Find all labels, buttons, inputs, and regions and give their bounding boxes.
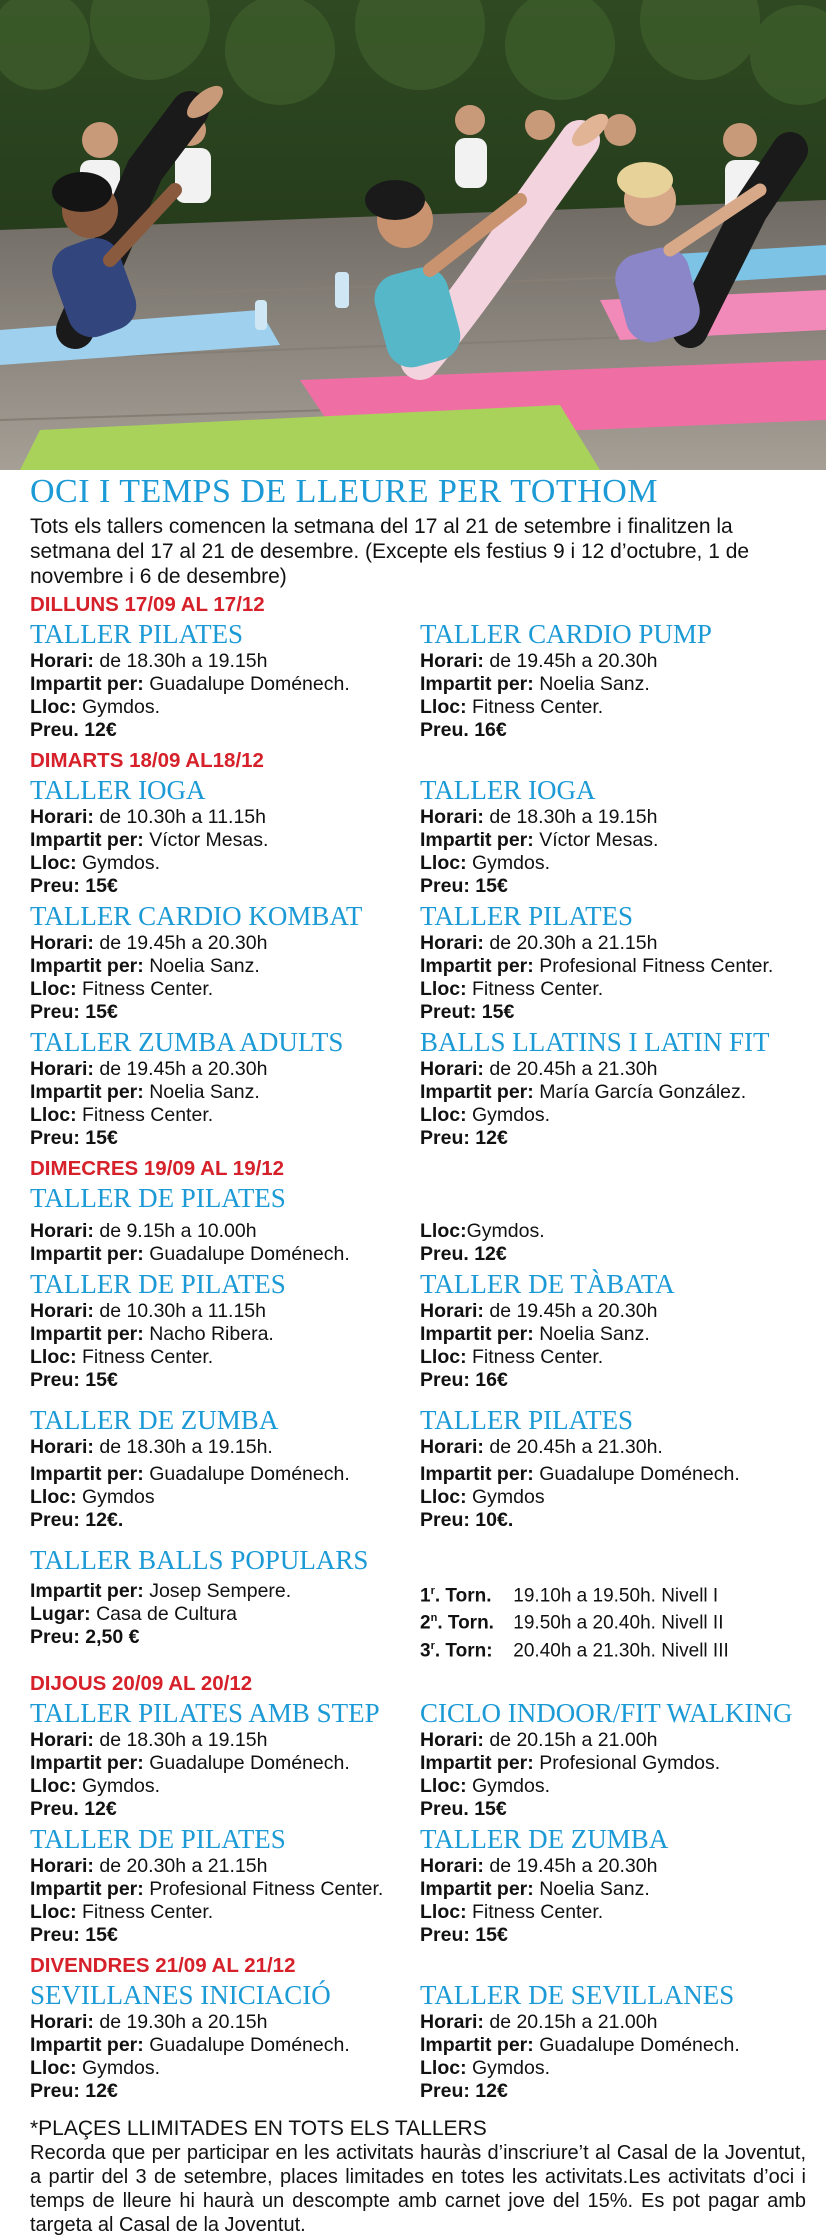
activity-title: TALLER PILATES: [30, 619, 244, 649]
activity-card: [420, 1980, 806, 2103]
monday-grid: [30, 619, 806, 745]
price-line: Preu: 15€: [30, 1369, 118, 1391]
activity-card: [420, 901, 806, 1024]
horari-line: Horari: de 19.30h a 20.15h: [30, 2010, 268, 2033]
activity-card: [30, 1980, 420, 2103]
day-heading-tuesday: DIMARTS 18/09 AL18/12: [30, 749, 264, 772]
instructor-line: Impartit per: Noelia Sanz.: [420, 1877, 650, 1900]
shift-item: 1$^r$. Torn. 19.10h a 19.50h. Nivell I: [420, 1585, 719, 1607]
instructor-line: Impartit per: Profesional Gymdos.: [420, 1751, 721, 1774]
instructor-line: Impartit per: Noelia Sanz.: [30, 1081, 260, 1103]
activity-card: [30, 1698, 420, 1821]
instructor-line: Impartit per: Guadalupe Doménech.: [30, 673, 350, 695]
price-line: Preu. 12€: [30, 719, 117, 741]
instructor-line: Impartit per: Guadalupe Doménech.: [30, 1463, 350, 1485]
notice-text: Recorda que per participar en les activitats hauràs d’inscriure’t al Casal de la Joventut, a partir del 3 de setembre, places limitades en totes les activitats.Les activitats d’oci i temps de lleure hi haurà un descompte amb carnet jove del 15%. Es pot pagar amb targeta al Casal de la Joventut.: [30, 2141, 806, 2236]
activity-title: BALLS LLATINS I LATIN FIT: [420, 1027, 770, 1057]
instructor-line: Impartit per: Nacho Ribera.: [30, 1323, 274, 1345]
horari-line: Horari: de 10.30h a 11.15h: [30, 806, 266, 828]
notice-title: *PLAÇES LLIMITADES EN TOTS ELS TALLERS: [30, 2116, 487, 2140]
price-line: Preu: 12€.: [30, 1509, 124, 1531]
activity-card: [30, 901, 420, 1024]
horari-line: Horari: de 19.45h a 20.30h: [30, 1058, 268, 1080]
activity-title: TALLER DE TÀBATA: [420, 1269, 675, 1299]
horari-line: Horari: de 10.30h a 11.15h: [30, 1300, 266, 1322]
activity-title: TALLER DE ZUMBA: [420, 1823, 669, 1854]
day-heading-friday: DIVENDRES 21/09 AL 21/12: [30, 1953, 296, 1977]
shift-item: 2$^n$. Torn. 19.50h a 20.40h. Nivell II: [420, 1612, 724, 1634]
instructor-line: Impartit per: Guadalupe Doménech.: [30, 1751, 350, 1774]
horari-line: Horari: de 20.45h a 21.30h.: [420, 1436, 663, 1458]
price-line: Preu: 15€: [420, 1923, 508, 1946]
instructor-line: Impartit per: Víctor Mesas.: [30, 829, 269, 851]
instructor-line: Impartit per: Noelia Sanz.: [420, 673, 650, 695]
instructor-line: Impartit per: María García González.: [420, 1081, 747, 1103]
horari-line: Horari: de 19.45h a 20.30h: [420, 650, 658, 672]
wednesday-grid: [30, 1269, 806, 1395]
day-heading-monday: DILLUNS 17/09 AL 17/12: [30, 593, 265, 616]
location-line: Lloc: Fitness Center.: [30, 1900, 214, 1923]
activity-title: TALLER CARDIO KOMBAT: [30, 901, 363, 931]
shift-item: 3$^r$. Torn: 20.40h a 21.30h. Nivell III: [420, 1639, 729, 1661]
price-line: Preu: 15€: [30, 1923, 118, 1946]
horari-line: Horari: de 19.45h a 20.30h: [30, 932, 268, 954]
activity-title: TALLER DE SEVILLANES: [420, 1979, 735, 2010]
instructor-line: Impartit per: Profesional Fitness Center.: [30, 1877, 384, 1900]
horari-line: Horari: de 9.15h a 10.00h: [30, 1220, 257, 1242]
instructor-line: Impartit per: Guadalupe Doménech.: [420, 1463, 740, 1485]
activity-card: [420, 1824, 806, 1947]
price-line: Preu: 15€: [30, 1001, 118, 1023]
activity-title: TALLER PILATES: [420, 1405, 634, 1435]
instructor-line: Impartit per: Guadalupe Doménech.: [30, 1243, 350, 1265]
horari-line: Horari: de 20.30h a 21.15h: [420, 932, 658, 954]
horari-line: Horari: de 19.45h a 20.30h: [420, 1854, 658, 1877]
price-line: Preu: 15€: [30, 875, 118, 897]
activity-title: TALLER PILATES: [420, 901, 634, 931]
price-line: Preu: 10€.: [420, 1509, 514, 1531]
location-line: Lloc: Gymdos.: [420, 852, 551, 874]
price-line: Preu: 16€: [420, 1369, 508, 1391]
activity-title: TALLER DE ZUMBA: [30, 1405, 279, 1435]
instructor-line: Impartit per: Guadalupe Doménech.: [30, 2033, 350, 2056]
price-line: Preu: 15€: [30, 1127, 118, 1149]
instructor-line: Impartit per: Profesional Fitness Center.: [420, 955, 774, 977]
instructor-line: Impartit per: Josep Sempere.: [30, 1580, 292, 1602]
price-line: Preu. 12€: [30, 1797, 117, 1820]
wide-card-grid: [30, 1220, 806, 1266]
friday-grid: [30, 1980, 806, 2106]
price-line: Preu: 12€: [420, 2079, 508, 2102]
activity-title: SEVILLANES INICIACIÓ: [30, 1979, 331, 2010]
horari-line: Horari: de 18.30h a 19.15h: [420, 806, 658, 828]
activity-title: TALLER IOGA: [30, 775, 206, 805]
activity-card-wide: [30, 1183, 806, 1266]
location-line: Lloc: Gymdos.: [30, 852, 161, 874]
location-line: Lloc: Gymdos: [30, 1486, 155, 1508]
activity-card: [420, 775, 806, 898]
horari-line: Horari: de 20.15h a 21.00h: [420, 2010, 658, 2033]
activity-card: [30, 1405, 420, 1532]
location-line: Lloc: Gymdos.: [30, 696, 161, 718]
intro-text: Tots els tallers comencen la setmana del 17 al 21 de setembre i finalitzen la setmana del 17 al 21 de desembre. (Excepte els festius 9 i 12 d’octubre, 1 de novembre i 6 de desembre): [30, 515, 750, 588]
activity-card: [420, 1698, 806, 1821]
price-line: Preu: 12€: [420, 1127, 508, 1149]
activity-title: TALLER DE PILATES: [30, 1823, 286, 1854]
horari-line: Horari: de 20.45h a 21.30h: [420, 1058, 658, 1080]
activity-title: TALLER ZUMBA ADULTS: [30, 1027, 344, 1057]
instructor-line: Impartit per: Guadalupe Doménech.: [420, 2033, 740, 2056]
activity-title: TALLER PILATES AMB STEP: [30, 1697, 380, 1728]
horari-line: Horari: de 20.15h a 21.00h: [420, 1728, 658, 1751]
yoga-class-illustration: [0, 0, 826, 470]
activity-title: TALLER CARDIO PUMP: [420, 619, 712, 649]
tuesday-grid: [30, 775, 806, 1153]
location-line: Lloc: Gymdos.: [420, 2056, 551, 2079]
location-line: Lloc: Gymdos.: [420, 1774, 551, 1797]
price-line: Preu: 15€: [420, 875, 508, 897]
instructor-line: Impartit per: Noelia Sanz.: [30, 955, 260, 977]
day-heading-wednesday: DIMECRES 19/09 AL 19/12: [30, 1157, 285, 1180]
wednesday-grid-2: [30, 1405, 806, 1535]
activity-title: TALLER IOGA: [420, 775, 596, 805]
horari-line: Horari: de 18.30h a 19.15h: [30, 650, 268, 672]
price-line: Preu. 15€: [420, 1797, 507, 1820]
content: [30, 472, 806, 2237]
horari-line: Horari: de 19.45h a 20.30h: [420, 1300, 658, 1322]
location-line: Lloc: Fitness Center.: [420, 978, 604, 1000]
location-line: Lloc: Fitness Center.: [30, 1346, 214, 1368]
location-line: Lloc: Fitness Center.: [420, 696, 604, 718]
activity-card: [420, 1027, 806, 1150]
activity-title: TALLER DE PILATES: [30, 1269, 286, 1299]
location-line: Lloc: Gymdos.: [30, 2056, 161, 2079]
activity-title: TALLER BALLS POPULARS: [30, 1545, 369, 1575]
price-line: Preu. 12€: [420, 1243, 507, 1265]
activity-card-populars: [30, 1545, 806, 1662]
location-line: Lugar: Casa de Cultura: [30, 1603, 238, 1625]
location-line: Lloc:Gymdos.: [420, 1220, 545, 1242]
location-line: Lloc: Fitness Center.: [30, 1104, 214, 1126]
instructor-line: Impartit per: Víctor Mesas.: [420, 829, 659, 851]
activity-card: [30, 1027, 420, 1150]
horari-line: Horari: de 18.30h a 19.15h: [30, 1728, 268, 1751]
instructor-line: Impartit per: Noelia Sanz.: [420, 1323, 650, 1345]
price-line: Preu: 2,50 €: [30, 1626, 140, 1648]
activity-card: [30, 1269, 420, 1392]
activity-card: [420, 1269, 806, 1392]
thursday-grid: [30, 1698, 806, 1950]
horari-line: Horari: de 20.30h a 21.15h: [30, 1854, 268, 1877]
horari-line: Horari: de 18.30h a 19.15h.: [30, 1436, 273, 1458]
location-line: Lloc: Fitness Center.: [420, 1900, 604, 1923]
activity-card: [30, 619, 420, 742]
activity-card: [30, 1824, 420, 1947]
activity-title: CICLO INDOOR/FIT WALKING: [420, 1697, 793, 1728]
price-line: Preut: 15€: [420, 1001, 515, 1023]
activity-card: [420, 619, 806, 742]
activity-title: TALLER DE PILATES: [30, 1183, 286, 1213]
location-line: Lloc: Fitness Center.: [30, 978, 214, 1000]
hero-photo: [0, 0, 826, 470]
activity-card: [30, 775, 420, 898]
price-line: Preu. 16€: [420, 719, 507, 741]
day-heading-thursday: DIJOUS 20/09 AL 20/12: [30, 1671, 253, 1695]
location-line: Lloc: Gymdos: [420, 1486, 545, 1508]
location-line: Lloc: Gymdos.: [420, 1104, 551, 1126]
populars-grid: [30, 1580, 806, 1662]
activity-card: [420, 1405, 806, 1532]
shift-list: [420, 1580, 806, 1662]
page-title: OCI I TEMPS DE LLEURE PER TOTHOM: [30, 473, 659, 510]
price-line: Preu: 12€: [30, 2079, 118, 2102]
location-line: Lloc: Gymdos.: [30, 1774, 161, 1797]
location-line: Lloc: Fitness Center.: [420, 1346, 604, 1368]
